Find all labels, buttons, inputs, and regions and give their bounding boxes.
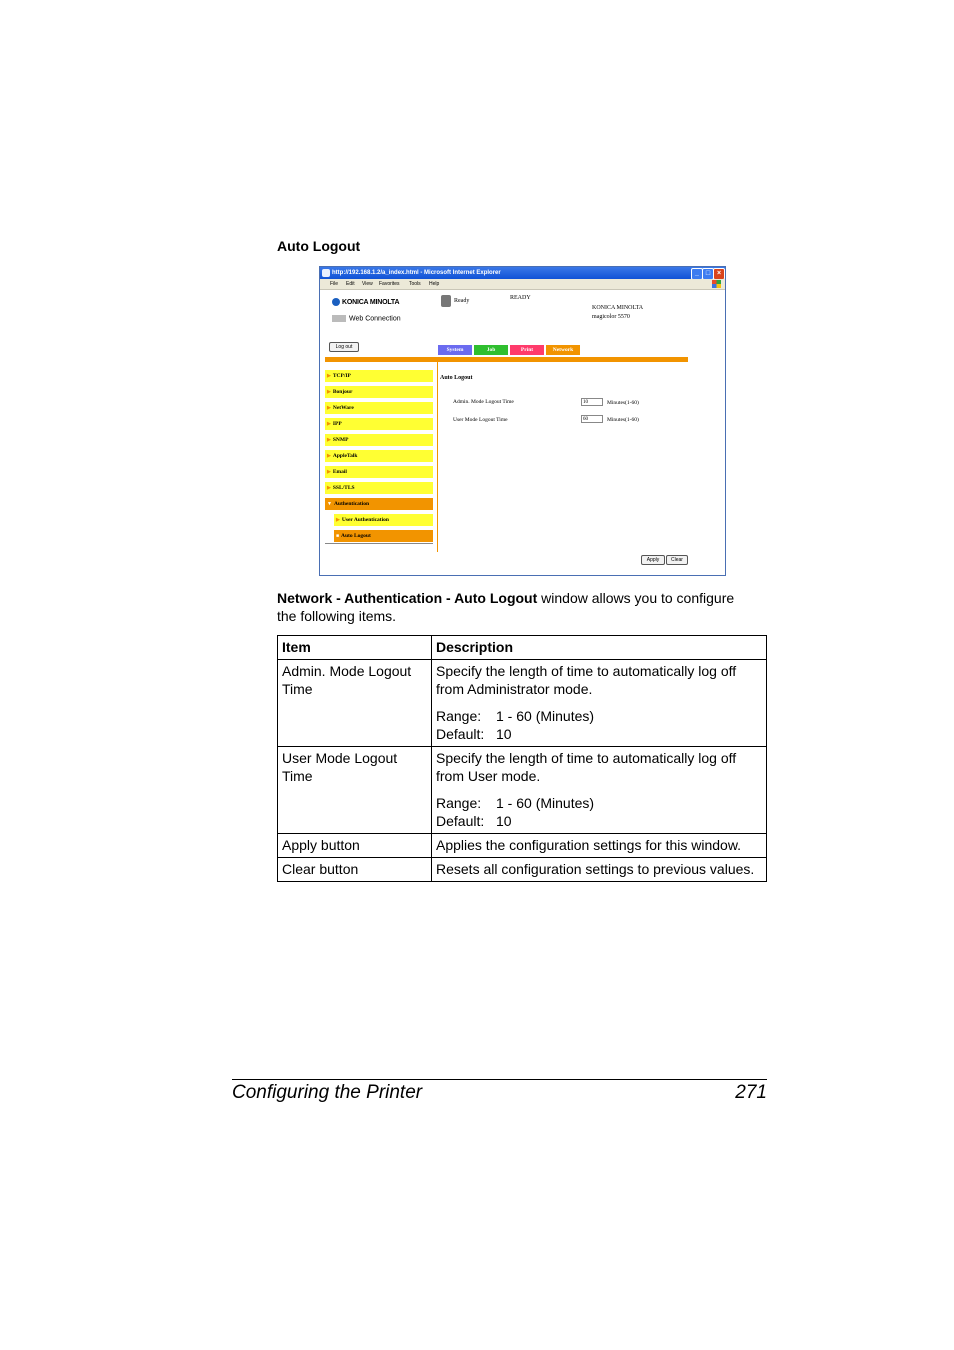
triangle-down-icon: ▼	[327, 502, 332, 507]
intro-bold: Network - Authentication - Auto Logout	[277, 590, 538, 606]
nav-item-auto-logout[interactable]: ■ Auto Logout	[334, 530, 433, 542]
nav-item-user-authentication[interactable]: ▶ User Authentication	[334, 514, 433, 526]
row-item: Admin. Mode Logout Time	[278, 660, 432, 747]
row-description: Applies the configuration settings for this window.	[432, 834, 767, 858]
row-item: Clear button	[278, 858, 432, 882]
clear-button[interactable]: Clear	[666, 555, 688, 565]
triangle-right-icon: ▶	[327, 454, 331, 459]
printer-status-icon	[441, 295, 451, 307]
triangle-right-icon: ▶	[327, 438, 331, 443]
triangle-right-icon: ▶	[327, 406, 331, 411]
minimize-icon[interactable]: _	[691, 268, 703, 280]
table-row	[278, 858, 767, 882]
row-item: Apply button	[278, 834, 432, 858]
nav-item-email[interactable]: ▶ Email	[325, 466, 433, 478]
menu-help[interactable]: Help	[429, 281, 440, 287]
window-title: http://192.168.1.2/a_index.html - Microsoft Internet Explorer	[332, 270, 501, 276]
row-item: User Mode Logout Time	[278, 747, 432, 834]
tab-job[interactable]: Job	[474, 345, 508, 355]
status-ready: Ready	[454, 298, 470, 304]
triangle-right-icon: ▶	[327, 470, 331, 475]
nav-item-tcpip[interactable]: ▶ TCP/IP	[325, 370, 433, 382]
content-title: Auto Logout	[440, 375, 473, 381]
menu-file[interactable]: File	[330, 281, 339, 287]
header-item: Item	[278, 636, 432, 660]
nav-item-snmp[interactable]: ▶ SNMP	[325, 434, 433, 446]
user-logout-range: Minutes(1-60)	[607, 417, 639, 423]
footer-title: Configuring the Printer	[232, 1082, 423, 1103]
triangle-right-icon: ▶	[327, 390, 331, 395]
footer-rule	[232, 1079, 767, 1080]
nav-item-appletalk[interactable]: ▶ AppleTalk	[325, 450, 433, 462]
konica-minolta-logo: KONICA MINOLTA	[332, 298, 399, 306]
logout-button[interactable]: Log out	[329, 342, 359, 352]
nav-item-ssltls[interactable]: ▶ SSL/TLS	[325, 482, 433, 494]
model-maker: KONICA MINOLTA	[592, 305, 644, 311]
intro-paragraph	[277, 589, 757, 625]
triangle-right-icon: ▶	[327, 486, 331, 491]
apply-button[interactable]: Apply	[641, 555, 665, 565]
pagescope-icon	[332, 315, 346, 322]
row-description: Resets all configuration settings to previous values.	[432, 858, 767, 882]
nav-item-ipp[interactable]: ▶ IPP	[325, 418, 433, 430]
intro-rest: window allows you to configure the following items.	[277, 590, 735, 624]
menu-view[interactable]: View	[362, 281, 373, 287]
close-icon[interactable]: ×	[713, 268, 725, 280]
nav-divider	[325, 543, 433, 544]
bullet-icon: ■	[336, 534, 340, 539]
maximize-icon[interactable]: □	[702, 268, 714, 280]
browser-screenshot	[319, 266, 726, 576]
menu-tools[interactable]: Tools	[409, 281, 421, 287]
content-divider	[437, 362, 438, 552]
ie-icon	[322, 269, 330, 277]
tab-system[interactable]: System	[438, 345, 472, 355]
tab-print[interactable]: Print	[510, 345, 544, 355]
triangle-right-icon: ▶	[327, 422, 331, 427]
web-page	[320, 290, 725, 575]
row-description: Specify the length of time to automatically log off from Administrator mode. Range: 1 - 60 (Minutes) Default: 10	[432, 660, 767, 747]
status-ready-caps: READY	[510, 295, 531, 301]
web-connection-logo: Web Connection	[332, 315, 401, 322]
row-description: Specify the length of time to automatically log off from User mode. Range: 1 - 60 (Minutes) Default: 10	[432, 747, 767, 834]
section-heading: Auto Logout	[277, 238, 361, 254]
globe-icon	[332, 298, 340, 306]
browser-menubar	[320, 279, 725, 290]
nav-item-authentication[interactable]: ▼ Authentication	[325, 498, 433, 510]
triangle-right-icon: ▶	[336, 518, 340, 523]
menu-edit[interactable]: Edit	[346, 281, 355, 287]
model-name: magicolor 5570	[592, 314, 630, 320]
table-header-row	[278, 636, 767, 660]
menu-favorites[interactable]: Favorites	[379, 281, 400, 287]
table-row	[278, 747, 767, 834]
description-table	[277, 635, 767, 882]
nav-item-netware[interactable]: ▶ NetWare	[325, 402, 433, 414]
tab-network[interactable]: Network	[546, 345, 580, 355]
admin-logout-label: Admin. Mode Logout Time	[453, 399, 514, 405]
browser-titlebar	[320, 267, 725, 279]
triangle-right-icon: ▶	[327, 374, 331, 379]
table-row	[278, 660, 767, 747]
admin-logout-range: Minutes(1-60)	[607, 400, 639, 406]
windows-logo-icon	[712, 280, 721, 288]
header-divider	[325, 357, 688, 362]
table-row	[278, 834, 767, 858]
nav-item-bonjour[interactable]: ▶ Bonjour	[325, 386, 433, 398]
user-logout-input[interactable]: 60	[581, 415, 603, 423]
header-description: Description	[432, 636, 767, 660]
page-number: 271	[735, 1082, 767, 1103]
admin-logout-input[interactable]: 10	[581, 398, 603, 406]
user-logout-label: User Mode Logout Time	[453, 417, 508, 423]
